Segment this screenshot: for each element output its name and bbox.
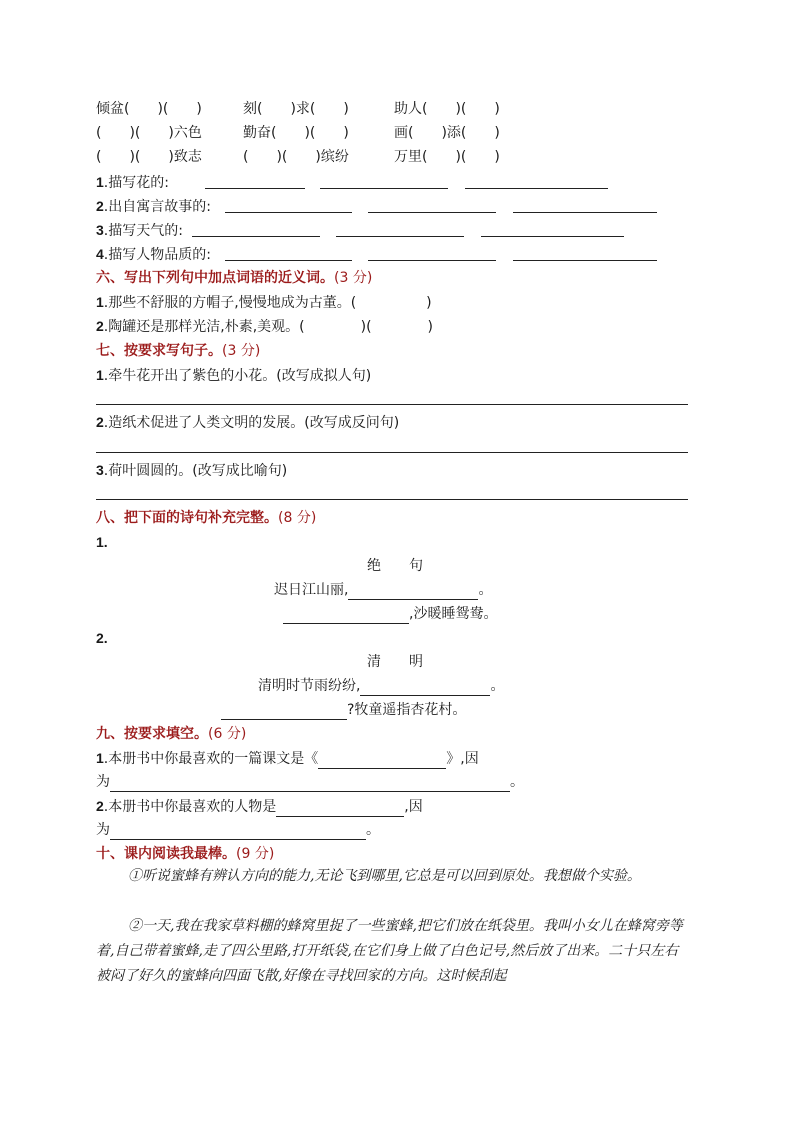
section-title: 九、按要求填空。 — [96, 726, 208, 742]
category-weather — [96, 220, 183, 241]
answer-blank[interactable] — [318, 754, 446, 769]
question-text: 为 — [96, 822, 110, 838]
question-text: .描写花的: — [103, 175, 169, 191]
question-number: 4 — [96, 246, 104, 262]
reading-paragraph-2: ②一天,我在我家草料棚的蜂窝里捉了一些蜜蜂,把它们放在纸袋里。我叫小女儿在蜂窝旁等着,自己带着蜜蜂,走了四公里路,打开纸袋,在它们身上做了白色记号,然后放了出来。二十只左右被闷了好久的蜜蜂向四面飞散,好像在寻找回家的方向。这时候刮起 — [96, 918, 683, 984]
question-text: .陶罐还是那样光洁,朴素,美观。( )( ) — [103, 319, 433, 335]
question-text: .那些不舒服的方帽子,慢慢地成为古董。( ) — [103, 295, 432, 311]
section-title: 十、课内阅读我最棒。 — [96, 846, 236, 862]
category-flowers — [96, 172, 169, 193]
question-number: 2 — [96, 198, 104, 214]
section-score: (3 分) — [222, 343, 261, 359]
question-number: 1 — [96, 367, 104, 383]
answer-blank[interactable] — [205, 174, 305, 189]
answer-blank[interactable] — [481, 222, 624, 237]
idiom-item: 助人( )( ) — [394, 101, 500, 117]
answer-blank[interactable] — [336, 222, 464, 237]
poem-text: 清明时节雨纷纷, — [258, 678, 361, 694]
question-text: .造纸术促进了人类文明的发展。(改写成反问句) — [103, 415, 400, 431]
section-8-heading — [96, 508, 316, 528]
poem-punct: 。 — [478, 582, 493, 598]
section-6-q1 — [96, 292, 432, 313]
poem-punct: 。 — [490, 678, 505, 694]
section-9-q2 — [96, 796, 423, 817]
section-6-heading — [96, 268, 372, 288]
answer-line[interactable] — [96, 404, 688, 405]
question-text: 》,因 — [446, 751, 479, 767]
question-text: 为 — [96, 774, 110, 790]
answer-blank[interactable] — [110, 777, 510, 792]
poem-2-title: 清 明 — [367, 654, 423, 670]
category-character — [96, 244, 211, 265]
section-6-q2 — [96, 316, 433, 337]
question-text: .描写天气的: — [103, 223, 183, 239]
section-title: 八、把下面的诗句补充完整。 — [96, 510, 278, 526]
answer-blank[interactable] — [368, 246, 496, 261]
question-number: 3 — [96, 222, 104, 238]
poem-text: 迟日江山丽, — [274, 582, 349, 598]
poem-2-number: 2. — [96, 630, 108, 646]
question-text: .本册书中你最喜欢的人物是 — [103, 799, 277, 815]
question-text: .描写人物品质的: — [103, 247, 211, 263]
section-title: 七、按要求写句子。 — [96, 343, 222, 359]
question-number: 2 — [96, 318, 104, 334]
question-text: 。 — [510, 774, 524, 790]
question-text: .牵牛花开出了紫色的小花。(改写成拟人句) — [103, 368, 372, 384]
poem-2-line-1 — [258, 676, 504, 696]
question-number: 1 — [96, 174, 104, 190]
idiom-item: 倾盆( )( ) — [96, 101, 202, 117]
answer-blank[interactable] — [513, 198, 657, 213]
question-number: 2 — [96, 414, 104, 430]
section-7-q1 — [96, 365, 371, 386]
section-7-q2 — [96, 412, 399, 433]
question-number: 2 — [96, 798, 104, 814]
section-score: (6 分) — [208, 726, 247, 742]
idiom-item: ( )( )六色 — [96, 125, 202, 141]
section-title: 六、写出下列句中加点词语的近义词。 — [96, 270, 334, 286]
answer-blank[interactable] — [110, 825, 366, 840]
section-score: (9 分) — [236, 846, 275, 862]
poem-1-line-1 — [274, 580, 492, 600]
question-text: .荷叶圆圆的。(改写成比喻句) — [103, 463, 288, 479]
question-number: 1 — [96, 294, 104, 310]
answer-blank[interactable] — [192, 222, 320, 237]
answer-line[interactable] — [96, 499, 688, 500]
question-text: .出自寓言故事的: — [103, 199, 211, 215]
question-number: 1 — [96, 750, 104, 766]
idiom-item: 万里( )( ) — [394, 149, 500, 165]
poem-1-title: 绝 句 — [367, 558, 423, 574]
section-10-heading — [96, 844, 274, 864]
idiom-item: 画( )添( ) — [394, 125, 500, 141]
category-fables — [96, 196, 211, 217]
question-number: 3 — [96, 462, 104, 478]
section-7-heading — [96, 341, 260, 361]
answer-blank[interactable] — [513, 246, 657, 261]
idiom-item: ( )( )缤纷 — [243, 149, 349, 165]
answer-blank[interactable] — [465, 174, 608, 189]
question-text: ,因 — [404, 799, 423, 815]
answer-blank[interactable] — [360, 681, 490, 696]
poem-1-line-2 — [283, 604, 497, 624]
answer-blank[interactable] — [368, 198, 496, 213]
idiom-item: ( )( )致志 — [96, 149, 202, 165]
answer-blank[interactable] — [221, 705, 347, 720]
section-9-heading — [96, 724, 246, 744]
poem-2-line-2 — [221, 700, 466, 720]
answer-line[interactable] — [96, 452, 688, 453]
section-7-q3 — [96, 460, 287, 481]
question-text: .本册书中你最喜欢的一篇课文是《 — [103, 751, 319, 767]
answer-blank[interactable] — [225, 246, 352, 261]
idiom-item: 刻( )求( ) — [243, 101, 349, 117]
idiom-item: 勤奋( )( ) — [243, 125, 349, 141]
section-9-q1-line2 — [96, 772, 524, 792]
poem-text: ?牧童遥指杏花村。 — [347, 702, 467, 718]
section-9-q1 — [96, 748, 479, 769]
answer-blank[interactable] — [283, 609, 409, 624]
poem-1-number: 1. — [96, 534, 108, 550]
answer-blank[interactable] — [320, 174, 448, 189]
question-text: 。 — [366, 822, 380, 838]
section-score: (3 分) — [334, 270, 373, 286]
poem-text: ,沙暖睡鸳鸯。 — [409, 606, 498, 622]
section-9-q2-line2 — [96, 820, 380, 840]
answer-blank[interactable] — [225, 198, 352, 213]
section-score: (8 分) — [278, 510, 317, 526]
answer-blank[interactable] — [348, 585, 478, 600]
answer-blank[interactable] — [276, 802, 404, 817]
reading-paragraph-1: ①听说蜜蜂有辨认方向的能力,无论飞到哪里,它总是可以回到原处。我想做个实验。 — [128, 868, 641, 884]
